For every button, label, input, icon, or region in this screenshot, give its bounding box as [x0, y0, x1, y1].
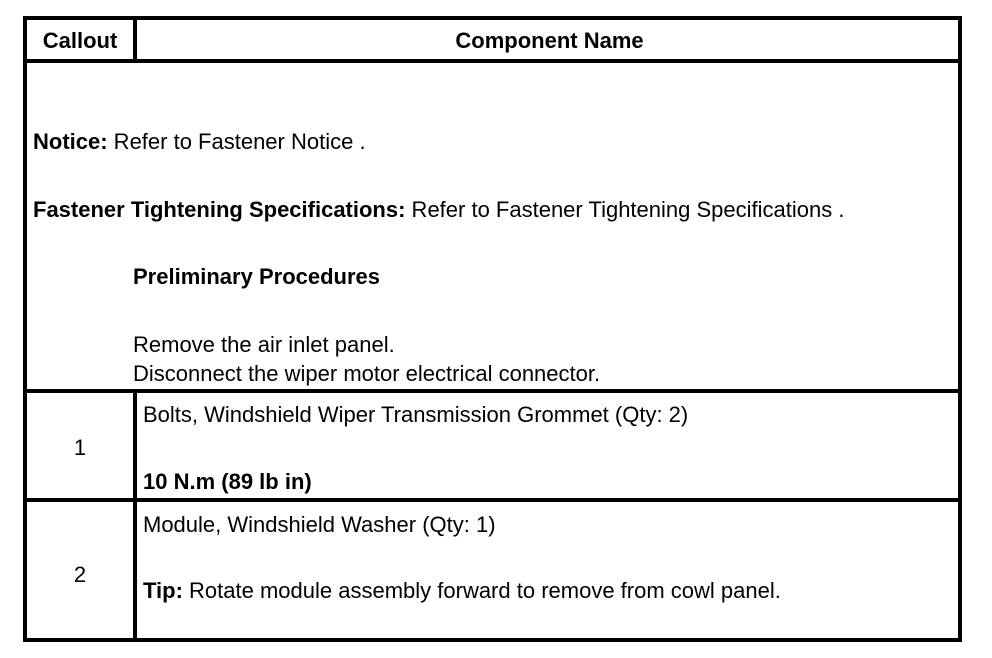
preliminary-step-1: Remove the air inlet panel.: [133, 332, 395, 357]
header-bottom-border: [27, 59, 958, 63]
row-1-column-divider: [133, 393, 137, 498]
component-table: [23, 16, 962, 642]
row-1-callout: 1: [73, 435, 87, 460]
preliminary-procedures-heading: Preliminary Procedures: [133, 264, 381, 289]
header-callout: Callout: [42, 28, 118, 53]
header-component-name: Component Name: [455, 28, 644, 53]
preliminary-step-2: Disconnect the wiper motor electrical connector.: [133, 361, 601, 386]
row-1-torque-spec: 10 N.m (89 lb in): [143, 469, 312, 494]
fastener-spec-line: [33, 197, 844, 223]
row-1-bottom-border: [27, 498, 958, 502]
intro-bottom-border: [27, 389, 958, 393]
row-2-callout: 2: [73, 562, 87, 587]
row-2-tip-line: [143, 578, 781, 604]
row-2-tip-label: Tip:: [143, 578, 183, 603]
header-column-divider: [133, 20, 137, 59]
fastener-spec-label: Fastener Tightening Specifications:: [33, 197, 406, 222]
row-2-column-divider: [133, 502, 137, 642]
row-2-component-name: Module, Windshield Washer (Qty: 1): [143, 512, 496, 537]
row-2-tip-text: Rotate module assembly forward to remove from cowl panel.: [182, 578, 781, 603]
notice-label: Notice:: [33, 129, 108, 154]
notice-text: Refer to Fastener Notice .: [107, 129, 366, 154]
row-1-component-name: Bolts, Windshield Wiper Transmission Grommet (Qty: 2): [143, 402, 689, 427]
notice-line: [33, 129, 366, 155]
fastener-spec-text: Refer to Fastener Tightening Specifications .: [405, 197, 845, 222]
